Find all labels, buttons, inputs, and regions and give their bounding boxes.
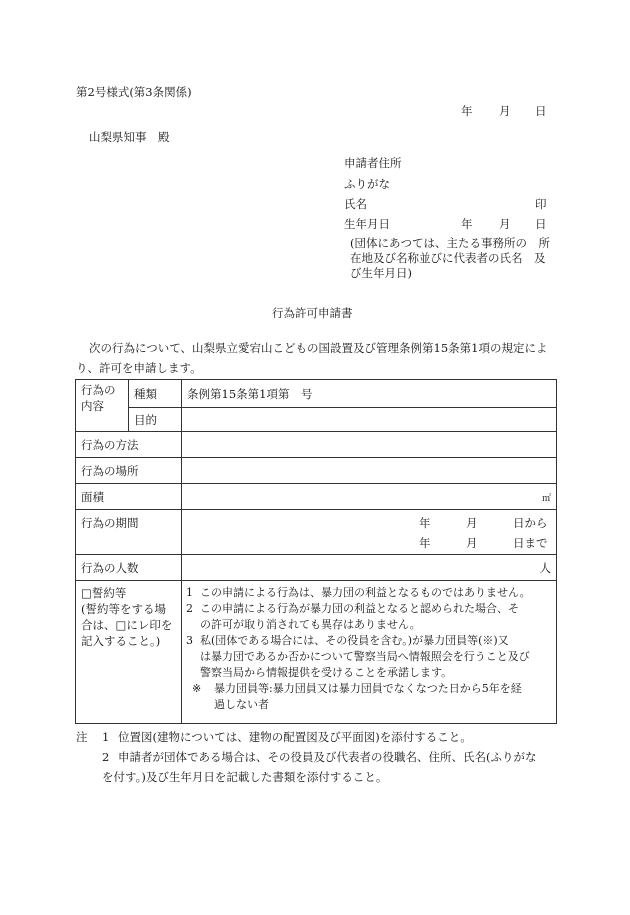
area-label-cell bbox=[76, 484, 182, 510]
period-label-cell bbox=[76, 510, 182, 555]
pledge-item-1 bbox=[186, 585, 551, 601]
period-to-year: 年 bbox=[419, 536, 431, 550]
seal-mark: 印 bbox=[535, 197, 547, 211]
period-from-year: 年 bbox=[419, 516, 431, 530]
period-to-month: 月 bbox=[466, 536, 478, 550]
addressee: 山梨県知事 殿 bbox=[89, 130, 170, 144]
type-label-cell bbox=[129, 380, 182, 408]
note-num-1: 1 bbox=[102, 730, 110, 744]
content-label-line-2: 内容 bbox=[81, 399, 104, 413]
pledge-1-line-1: この申請による行為は、暴力団の利益となるものではありません。 bbox=[200, 586, 531, 599]
method-label: 行為の方法 bbox=[81, 438, 139, 452]
pledge-num-2: 2 bbox=[186, 602, 193, 615]
period-label: 行為の期間 bbox=[81, 516, 139, 530]
pledge-label-cell[interactable] bbox=[76, 581, 182, 724]
pledge-label-line-3: 合は、□にレ印を bbox=[81, 618, 173, 632]
period-from-day: 日から bbox=[513, 516, 548, 530]
intro-line-2: り、許可を申請します。 bbox=[76, 361, 202, 375]
applicant-note-line-2: 在地及び名称並びに代表者の氏名 及 bbox=[350, 251, 546, 265]
people-unit: 人 bbox=[539, 561, 551, 575]
type-label: 種類 bbox=[134, 387, 157, 401]
pledge-label-line-2: (誓約等をする場 bbox=[81, 602, 166, 616]
area-unit: ㎡ bbox=[541, 494, 551, 504]
method-label-cell bbox=[76, 432, 182, 458]
method-value-cell[interactable] bbox=[182, 432, 557, 458]
people-value-cell[interactable] bbox=[182, 555, 557, 581]
pledge-note-line-2: 過しない者 bbox=[214, 698, 269, 711]
intro-line-1: 次の行為について、山梨県立愛宕山こどもの国設置及び管理条例第15条第1項の規定によ bbox=[89, 341, 548, 355]
note-1-line-1: 位置図(建物については、建物の配置図及び平面図)を添付すること。 bbox=[118, 730, 472, 744]
place-label-cell bbox=[76, 458, 182, 484]
applicant-birth-label: 生年月日 bbox=[344, 217, 390, 231]
notes-label: 注 bbox=[76, 730, 88, 744]
form-number: 第2号様式(第3条関係) bbox=[76, 85, 192, 99]
applicant-furigana-label: ふりがな bbox=[344, 177, 390, 191]
row-method bbox=[76, 432, 557, 458]
applicant-note-line-1: (団体にあつては、主たる事務所の 所 bbox=[350, 236, 550, 250]
period-from-month: 月 bbox=[466, 516, 478, 530]
pledge-3-line-3: 警察当局から情報提供を受けることを承諾します。 bbox=[200, 666, 453, 679]
pledge-3-line-2: は暴力団であるか否かについて警察当局へ情報照会を行うこと及び bbox=[200, 650, 530, 663]
row-type bbox=[76, 380, 557, 408]
date-month-label: 月 bbox=[499, 104, 511, 118]
note-2-line-1: 申請者が団体である場合は、その役員及び代表者の役職名、住所、氏名(ふりがな bbox=[118, 750, 537, 764]
pledge-item-2 bbox=[186, 601, 551, 633]
area-value-cell[interactable] bbox=[182, 484, 557, 510]
content-label-line-1: 行為の bbox=[81, 383, 116, 397]
birth-month-label: 月 bbox=[499, 217, 511, 231]
period-to-day: 日まで bbox=[513, 536, 548, 550]
note-num-2: 2 bbox=[102, 750, 110, 764]
row-purpose bbox=[76, 408, 557, 432]
applicant-address-label: 申請者住所 bbox=[344, 156, 402, 170]
date-day-label: 日 bbox=[535, 104, 547, 118]
pledge-checkbox-label: □誓約等 bbox=[81, 586, 127, 600]
note-2-line-2: を付す。)及び生年月日を記載した書類を添付すること。 bbox=[102, 770, 388, 784]
row-period bbox=[76, 510, 557, 555]
date-year-label: 年 bbox=[461, 104, 473, 118]
pledge-content-cell bbox=[182, 581, 557, 724]
application-table bbox=[75, 379, 557, 724]
pledge-note-line-1: 暴力団員等:暴力団員又は暴力団員でなくなつた日から5年を経 bbox=[214, 682, 522, 695]
pledge-2-line-2: の許可が取り消されても異存はありません。 bbox=[200, 618, 421, 631]
row-place bbox=[76, 458, 557, 484]
row-people bbox=[76, 555, 557, 581]
type-value-cell[interactable] bbox=[182, 380, 557, 408]
pledge-note bbox=[186, 681, 551, 713]
document-title: 行為許可申請書 bbox=[272, 306, 353, 320]
place-value-cell[interactable] bbox=[182, 458, 557, 484]
place-label: 行為の場所 bbox=[81, 464, 139, 478]
purpose-value-cell[interactable] bbox=[182, 408, 557, 432]
content-label-cell bbox=[76, 380, 129, 432]
pledge-3-line-1: 私(団体である場合には、その役員を含む。)が暴力団員等(※)又 bbox=[200, 634, 509, 647]
birth-year-label: 年 bbox=[461, 217, 473, 231]
purpose-label-cell bbox=[129, 408, 182, 432]
pledge-label-line-4: 記入すること。) bbox=[81, 634, 161, 648]
people-label: 行為の人数 bbox=[81, 561, 139, 575]
period-value-cell[interactable] bbox=[182, 510, 557, 555]
pledge-item-3 bbox=[186, 633, 551, 681]
people-label-cell bbox=[76, 555, 182, 581]
pledge-note-mark: ※ bbox=[192, 682, 202, 695]
applicant-note-line-3: び生年月日) bbox=[350, 266, 412, 280]
birth-day-label: 日 bbox=[535, 217, 547, 231]
applicant-name-label: 氏名 bbox=[344, 197, 367, 211]
area-label: 面積 bbox=[81, 490, 104, 504]
pledge-num-3: 3 bbox=[186, 634, 193, 647]
type-value: 条例第15条第1項第 号 bbox=[187, 387, 313, 401]
row-pledge bbox=[76, 581, 557, 724]
row-area bbox=[76, 484, 557, 510]
pledge-num-1: 1 bbox=[186, 586, 193, 599]
purpose-label: 目的 bbox=[134, 413, 157, 427]
pledge-2-line-1: この申請による行為が暴力団の利益となると認められた場合、そ bbox=[200, 602, 519, 615]
